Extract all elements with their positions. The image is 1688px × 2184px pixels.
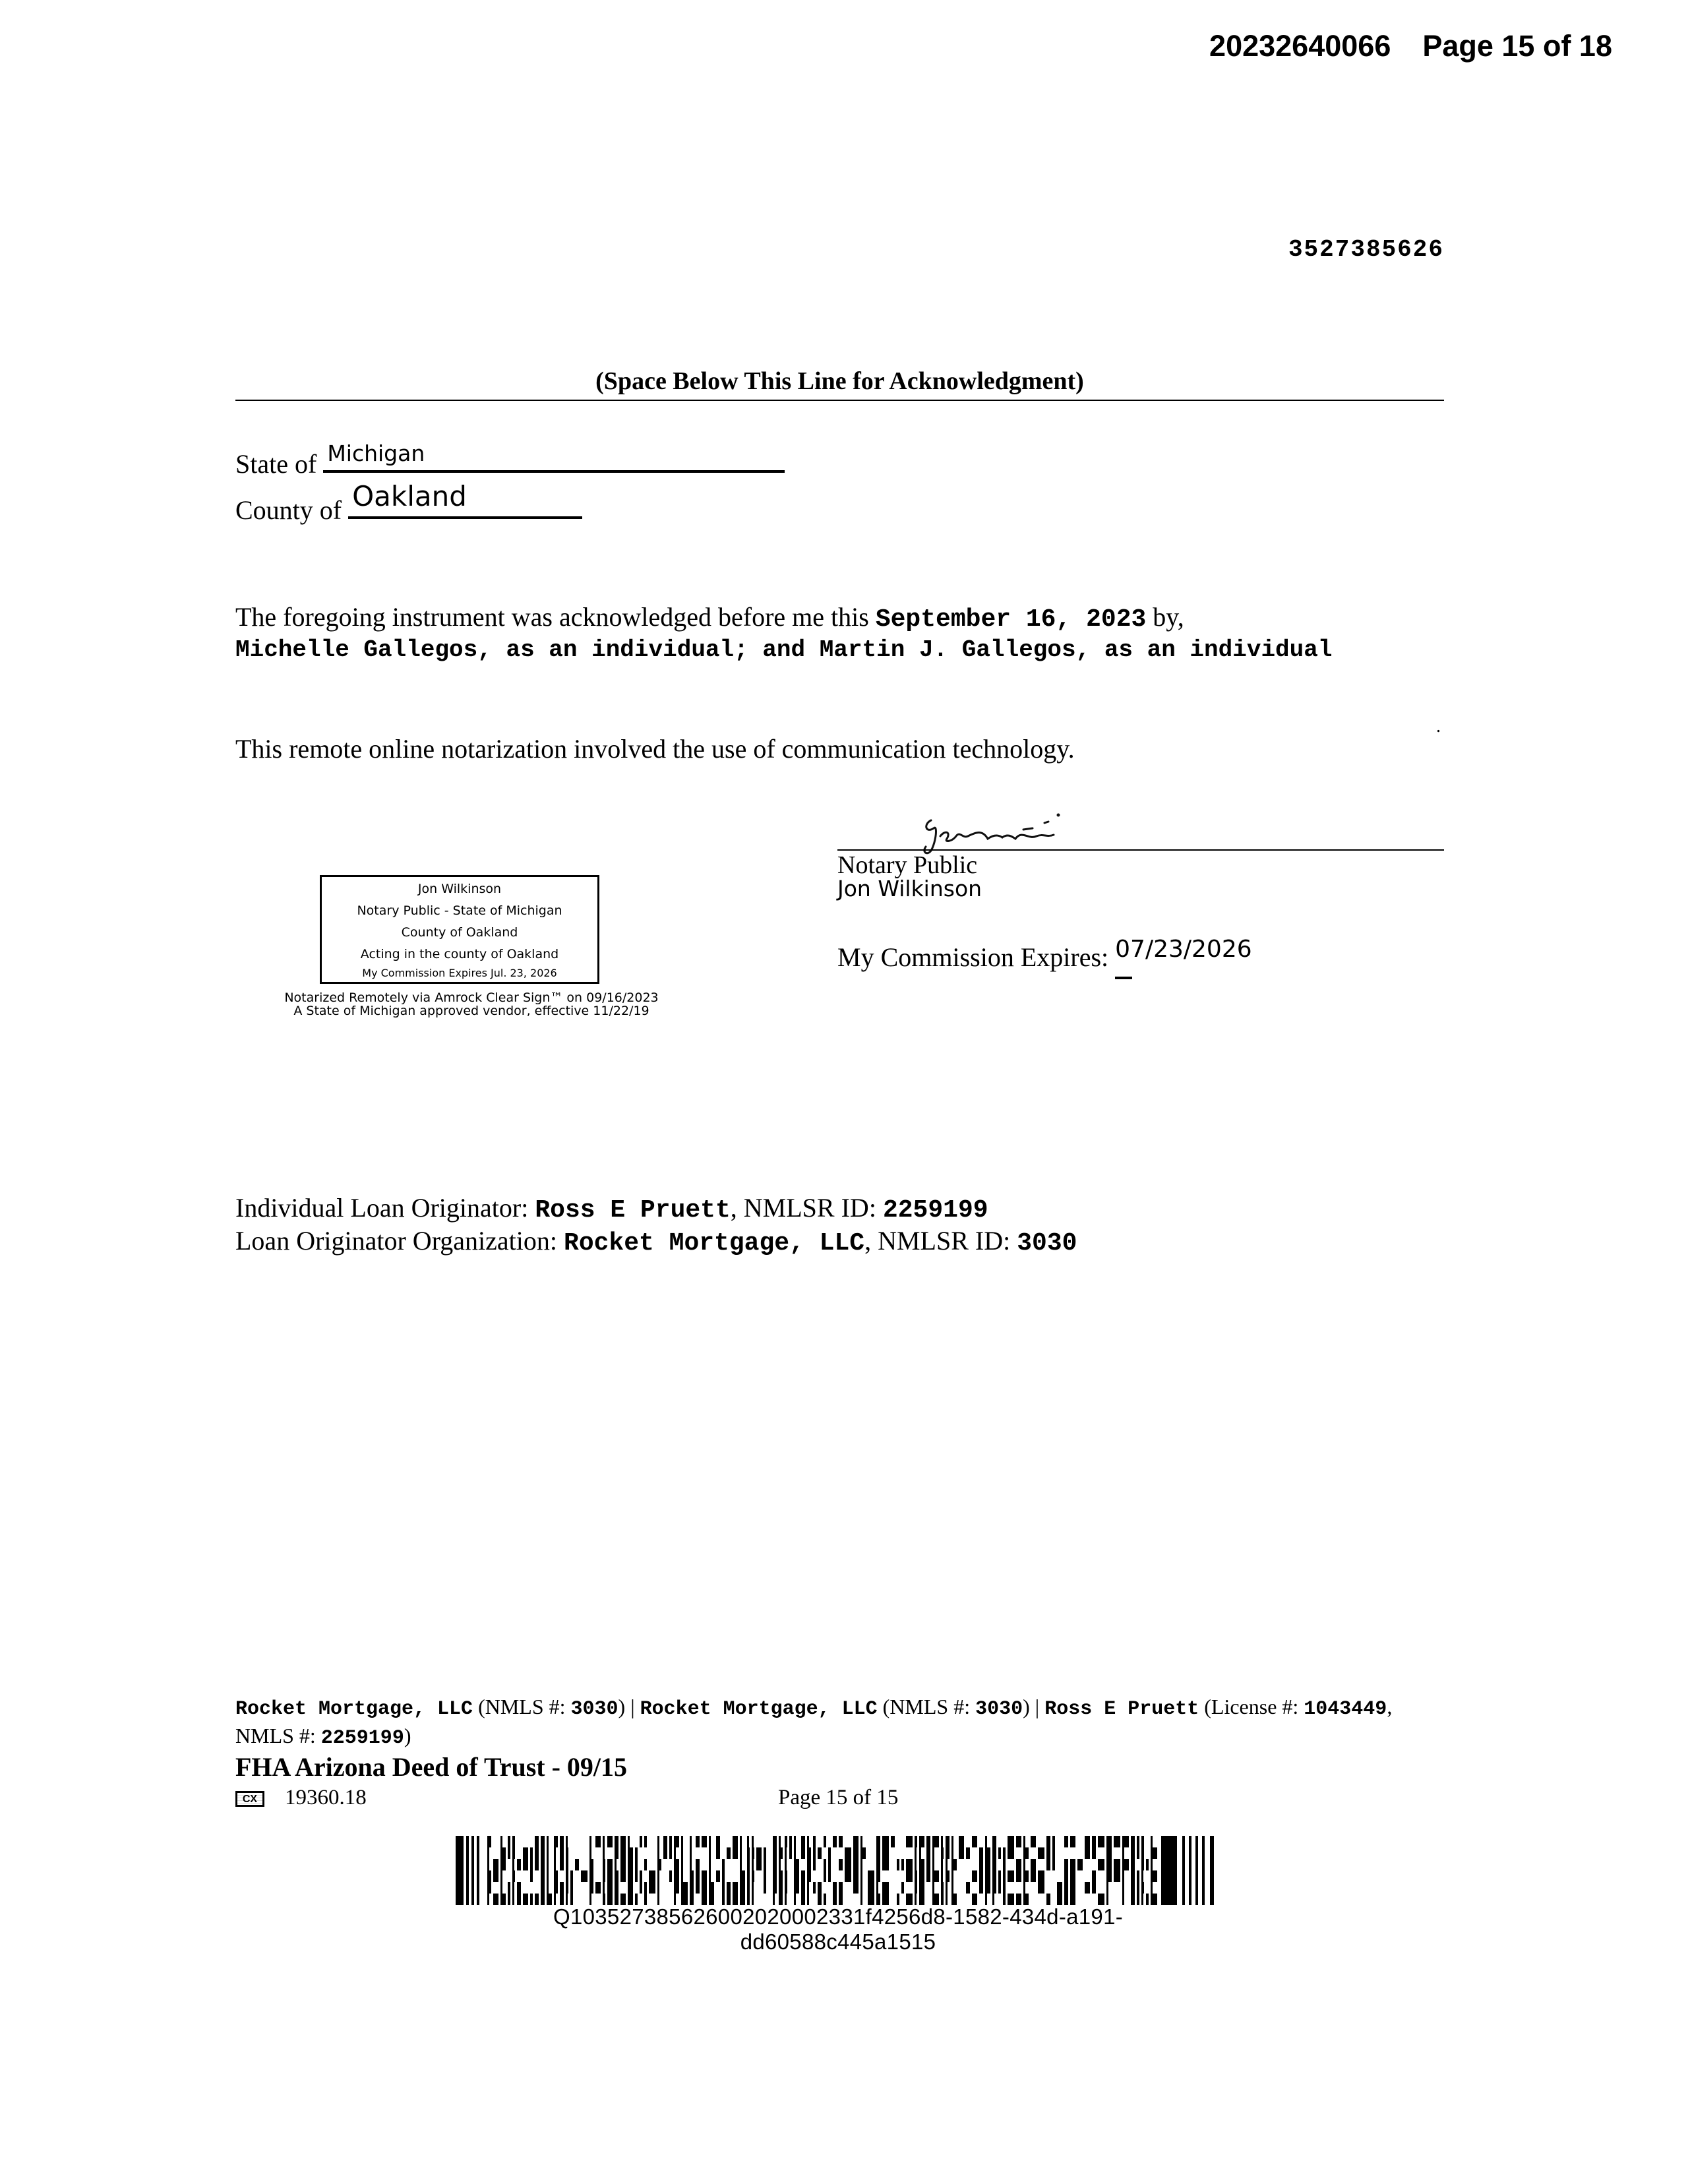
footer-nmls-2: 3030 <box>975 1698 1023 1720</box>
cx-logo-icon: CX <box>235 1791 264 1807</box>
state-label: State of <box>235 449 317 479</box>
footer-sep-1: ) | <box>618 1695 640 1718</box>
footer-sep-2: ) | <box>1023 1695 1045 1718</box>
form-number: 19360.18 <box>285 1786 367 1809</box>
commission-label: My Commission Expires: <box>837 942 1109 972</box>
stamp-note-line-2: A State of Michigan approved vendor, effective 11/22/19 <box>293 1004 649 1018</box>
footer-close: ) <box>404 1724 411 1747</box>
stamp-note-line-1: Notarized Remotely via Amrock Clear Sign™ on 09/16/2023 <box>284 990 659 1005</box>
footer-nmls-open-2: (NMLS #: <box>877 1695 976 1718</box>
acknowledgment-intro-text: The foregoing instrument was acknowledged before me this <box>235 602 869 632</box>
barcode-image <box>456 1836 1221 1905</box>
footer-nmls-3: 2259199 <box>320 1727 404 1749</box>
state-underline <box>323 440 785 473</box>
loan-number: 3527385626 <box>1288 236 1444 263</box>
stamp-line-commission: Notary Public - State of Michigan <box>357 903 562 918</box>
footer-license-open: (License #: <box>1199 1695 1304 1718</box>
acknowledgment-intro <box>235 601 1184 634</box>
county-label: County of <box>235 495 342 525</box>
recording-header <box>1209 29 1612 63</box>
trailing-dot: . <box>1436 716 1441 737</box>
barcode-text: Q103527385626002020002331f4256d8-1582-434d-a191-dd60588c445a1515 <box>553 1904 1124 1954</box>
recording-page-label: Page 15 of 18 <box>1422 29 1612 63</box>
remote-notarization-note <box>234 991 709 1017</box>
state-field <box>235 440 785 479</box>
org-nmlsr-id: 3030 <box>1017 1229 1077 1258</box>
acknowledgment-heading: (Space Below This Line for Acknowledgment) <box>235 367 1444 401</box>
footer-nmls-1: 3030 <box>570 1698 618 1720</box>
acknowledgment-by: by, <box>1153 602 1184 632</box>
notary-title: Notary Public <box>837 851 978 879</box>
org-originator-name: Rocket Mortgage, LLC <box>564 1229 865 1258</box>
org-nmlsr-label: , NMLSR ID: <box>864 1226 1011 1256</box>
county-value: Oakland <box>352 480 467 512</box>
document-number: 20232640066 <box>1209 29 1391 63</box>
notary-name: Jon Wilkinson <box>837 876 982 901</box>
form-title: FHA Arizona Deed of Trust - 09/15 <box>235 1752 628 1782</box>
footer-originator: Ross E Pruett <box>1044 1698 1199 1720</box>
county-field <box>235 480 582 526</box>
signer-names: Michelle Gallegos, as an individual; and Martin J. Gallegos, as an individual <box>235 636 1333 663</box>
org-originator-label: Loan Originator Organization: <box>235 1226 558 1256</box>
individual-originator-label: Individual Loan Originator: <box>235 1193 529 1223</box>
commission-expiration <box>837 936 1252 973</box>
footer-lender-2: Rocket Mortgage, LLC <box>640 1698 878 1720</box>
page-of-label: Page 15 of 15 <box>778 1786 899 1809</box>
notary-stamp <box>320 875 599 984</box>
stamp-line-acting: Acting in the county of Oakland <box>360 947 559 961</box>
loan-originator-organization <box>235 1225 1077 1258</box>
stamp-line-expires: My Commission Expires Jul. 23, 2026 <box>362 967 557 979</box>
individual-nmlsr-id: 2259199 <box>882 1196 988 1225</box>
footer-licensing <box>235 1693 1449 1751</box>
footer-lender-1: Rocket Mortgage, LLC <box>235 1698 473 1720</box>
individual-loan-originator <box>235 1192 988 1225</box>
individual-nmlsr-label: , NMLSR ID: <box>730 1193 876 1223</box>
county-underline <box>348 480 582 519</box>
commission-date: 07/23/2026 <box>1115 936 1252 963</box>
state-value: Michigan <box>327 440 425 466</box>
footer-nmls-open-1: (NMLS #: <box>473 1695 571 1718</box>
stamp-line-county: County of Oakland <box>401 925 518 940</box>
acknowledgment-date: September 16, 2023 <box>875 605 1147 634</box>
footer-nmls-mid: , NMLS #: <box>235 1695 1393 1747</box>
individual-originator-name: Ross E Pruett <box>535 1196 731 1225</box>
footer-license: 1043449 <box>1304 1698 1387 1720</box>
stamp-line-name: Jon Wilkinson <box>417 882 502 896</box>
remote-notarization-statement: This remote online notarization involved the use of communication technology. <box>235 734 1075 764</box>
